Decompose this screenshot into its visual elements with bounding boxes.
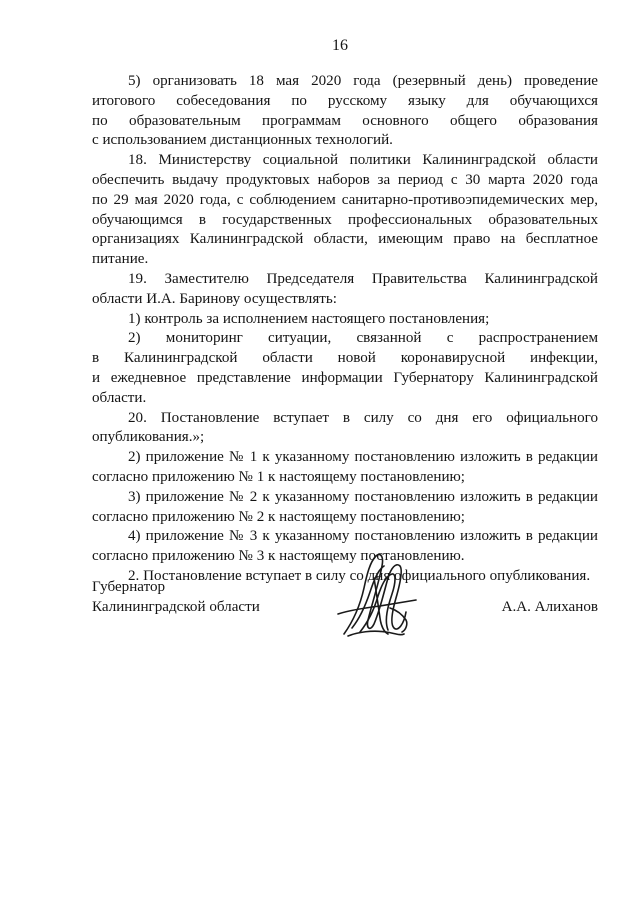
signatory-title-line-2: Калининградской области [92,598,260,615]
page-number: 16 [332,37,348,54]
paragraph [92,310,598,330]
text-line: согласно приложению № 1 к настоящему постановлению; [92,468,465,485]
text-line: 18. Министерству социальной политики Калининградской области [128,152,598,169]
text-line: 2) мониторинг ситуации, связанной с распространением [128,330,598,347]
text-line: 20. Постановление вступает в силу со дня его официального [128,409,598,426]
text-line: области. [92,389,147,406]
text-line: организациях Калининградской области, имеющим право на бесплатное [92,231,598,248]
text-line: 3) приложение № 2 к указанному постановлению изложить в редакции [128,488,598,505]
paragraph [92,409,598,449]
text-line: по образовательным программам основного общего образования [92,112,598,129]
text-line: 2) приложение № 1 к указанному постановлению изложить в редакции [128,449,598,466]
text-line: с использованием дистанционных технологий. [92,132,393,149]
text-line: 19. Заместителю Председателя Правительства Калининградской [128,270,598,287]
text-line: итогового собеседования по русскому языку для обучающихся [92,92,598,109]
text-line: опубликования.»; [92,429,205,446]
text-line: в Калининградской области новой коронавирусной инфекции, [92,350,598,367]
text-line: области И.А. Баринову осуществлять: [92,290,337,307]
text-line: и ежедневное представление информации Губернатору Калининградской [92,369,598,386]
signatory-name: А.А. Алиханов [501,599,598,615]
paragraph [92,448,598,488]
text-line: согласно приложению № 3 к настоящему постановлению. [92,548,465,565]
text-line: по 29 мая 2020 года, с соблюдением санитарно-противоэпидемических мер, [92,191,598,208]
text-line: 1) контроль за исполнением настоящего постановления; [128,310,490,327]
text-line: обеспечить выдачу продуктовых наборов за период с 30 марта 2020 года [92,171,598,188]
paragraph [92,72,598,151]
text-line: 4) приложение № 3 к указанному постановлению изложить в редакции [128,528,598,545]
paragraph [92,270,598,310]
signature-block [92,578,598,658]
signatory-title-line-1: Губернатор [92,579,166,595]
text-line: обучающимся в государственных профессиональных образовательных [92,211,598,228]
text-line: питание. [92,251,149,268]
paragraph [92,488,598,528]
document-body [92,72,598,587]
paragraph [92,329,598,408]
handwritten-signature [330,548,422,640]
text-line: 2. Постановление вступает в силу со дня официального опубликования. [128,567,591,584]
paragraph [92,151,598,270]
text-line: согласно приложению № 2 к настоящему постановлению; [92,508,465,525]
text-line: 5) организовать 18 мая 2020 года (резервный день) проведение [128,73,598,89]
signatory-title [92,578,260,618]
